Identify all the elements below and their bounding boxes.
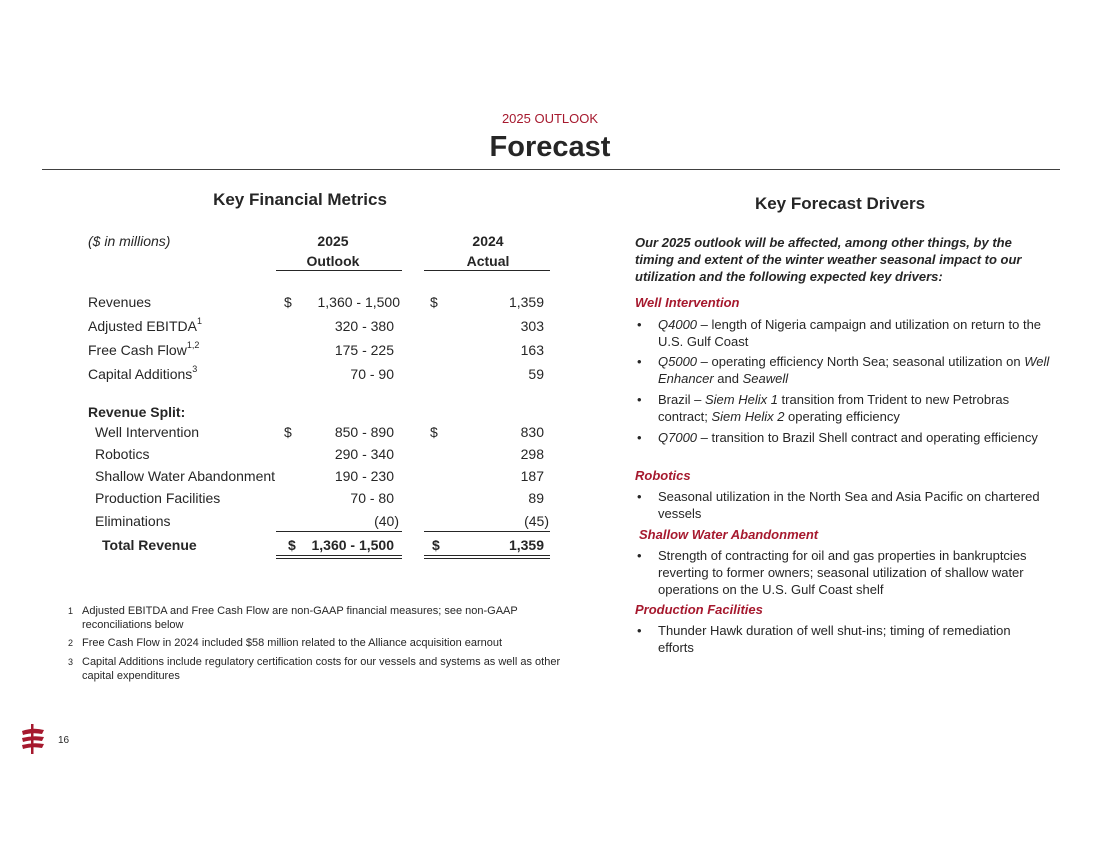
row-label: Capital Additions$^3$ — [88, 364, 198, 382]
actual-value: 1,359 — [508, 294, 544, 310]
outlook-value: 1,360 - 1,500 — [317, 294, 400, 310]
category-well-intervention: Well Intervention — [635, 295, 740, 310]
col-2025-label: Outlook — [306, 253, 360, 269]
outlook-value: 850 - 890 — [334, 424, 394, 440]
bullet-icon: • — [637, 317, 642, 332]
bullet-text: Thunder Hawk duration of well shut-ins; timing of remediation efforts — [658, 623, 1011, 655]
actual-value: 830 — [520, 424, 544, 440]
revenue-split-heading: Revenue Split: — [88, 404, 186, 420]
currency-symbol: $ — [430, 424, 438, 440]
footnote-number: 1 — [68, 606, 74, 616]
actual-value: 163 — [520, 342, 544, 358]
total-label: Total Revenue — [102, 537, 197, 553]
bullet-text: Q5000 – operating efficiency North Sea; seasonal utilization on Well Enhancer and Seawell — [658, 354, 1050, 386]
footnote-text: Adjusted EBITDA and Free Cash Flow are non-GAAP financial measures; see non-GAAP reconciliations below — [82, 605, 518, 631]
category-robotics: Robotics — [635, 468, 691, 483]
currency-symbol: $ — [430, 294, 438, 310]
bullet-text: Q7000 – transition to Brazil Shell contract and operating efficiency — [658, 430, 1038, 445]
footnote-number: 3 — [68, 657, 74, 667]
row-label: Robotics — [95, 446, 150, 462]
units-label: ($ in millions) — [88, 233, 171, 249]
actual-value: 89 — [528, 490, 544, 506]
bullet-icon: • — [637, 392, 642, 407]
category-shallow-water-abandonment: Shallow Water Abandonment — [639, 527, 819, 542]
row-label: Production Facilities — [95, 490, 221, 506]
bullet-icon: • — [637, 548, 642, 563]
total-actual-value: 1,359 — [508, 537, 544, 553]
outlook-value: 70 - 80 — [350, 490, 394, 506]
helix-logo-icon — [20, 724, 46, 754]
bullet-icon: • — [637, 430, 642, 445]
footnote-text: Capital Additions include regulatory certification costs for our vessels and systems as well as other capital expenditures — [82, 656, 561, 682]
actual-value: 298 — [520, 446, 544, 462]
category-production-facilities: Production Facilities — [635, 602, 763, 617]
col-2024-rule — [424, 270, 550, 271]
footnote-ref: 1 — [196, 316, 202, 327]
outlook-value: 175 - 225 — [334, 342, 394, 358]
footnote-number: 2 — [68, 638, 74, 648]
actual-value: 187 — [520, 468, 544, 484]
bullet-text: Seasonal utilization in the North Sea and Asia Pacific on chartered vessels — [658, 489, 1040, 521]
outlook-value: 190 - 230 — [334, 468, 394, 484]
currency-symbol: $ — [288, 537, 296, 553]
currency-symbol: $ — [432, 537, 440, 553]
row-label: Revenues — [88, 294, 152, 310]
col-2024-year: 2024 — [472, 233, 504, 249]
bullet-icon: • — [637, 489, 642, 504]
total-double-rule — [276, 558, 402, 559]
col-2025-rule — [276, 270, 402, 271]
total-double-rule — [276, 555, 402, 556]
bullet-icon: • — [637, 623, 642, 638]
total-double-rule — [424, 555, 550, 556]
bullet-icon: • — [637, 354, 642, 369]
actual-value: 59 — [528, 366, 544, 382]
footnote-ref: 1,2 — [186, 340, 200, 351]
page-number: 16 — [58, 735, 70, 746]
total-top-rule — [276, 531, 402, 532]
total-outlook-value: 1,360 - 1,500 — [311, 537, 394, 553]
col-2024-label: Actual — [466, 253, 510, 269]
financials-heading: Key Financial Metrics — [213, 190, 387, 209]
bullet-text: Strength of contracting for oil and gas properties in bankruptcies reverting to former owners; seasonal utilization of shallow water operations on the U.S. Gulf Coast shelf — [658, 548, 1027, 597]
outlook-value: 290 - 340 — [334, 446, 394, 462]
currency-symbol: $ — [284, 294, 292, 310]
currency-symbol: $ — [284, 424, 292, 440]
footnote-text: Free Cash Flow in 2024 included $58 million related to the Alliance acquisition earnout — [82, 637, 503, 649]
footnote-ref: 3 — [192, 364, 198, 375]
bullet-text: Brazil – Siem Helix 1 transition from Trident to new Petrobras contract; Siem Helix 2 operating efficiency — [658, 392, 1010, 424]
drivers-intro: Our 2025 outlook will be affected, among other things, by the timing and extent of the winter weather seasonal impact to our utilization and the following expected key drivers: — [635, 235, 1022, 284]
row-label: Adjusted EBITDA$^1$ — [88, 316, 202, 334]
bullet-text: Q4000 – length of Nigeria campaign and utilization on return to the U.S. Gulf Coast — [658, 317, 1042, 349]
actual-value: (45) — [524, 513, 549, 529]
row-label: Eliminations — [95, 513, 171, 529]
drivers-heading: Key Forecast Drivers — [754, 194, 926, 213]
section-kicker: 2025 OUTLOOK — [501, 111, 599, 126]
total-top-rule — [424, 531, 550, 532]
outlook-value: 320 - 380 — [334, 318, 394, 334]
page-title: Forecast — [489, 131, 611, 163]
total-double-rule — [424, 558, 550, 559]
row-label: Shallow Water Abandonment — [95, 468, 276, 484]
outlook-value: (40) — [374, 513, 399, 529]
row-label: Well Intervention — [95, 424, 200, 440]
outlook-value: 70 - 90 — [350, 366, 394, 382]
actual-value: 303 — [520, 318, 544, 334]
title-divider — [42, 169, 1060, 170]
row-label: Free Cash Flow$^{1,2}$ — [88, 340, 200, 358]
col-2025-year: 2025 — [317, 233, 349, 249]
